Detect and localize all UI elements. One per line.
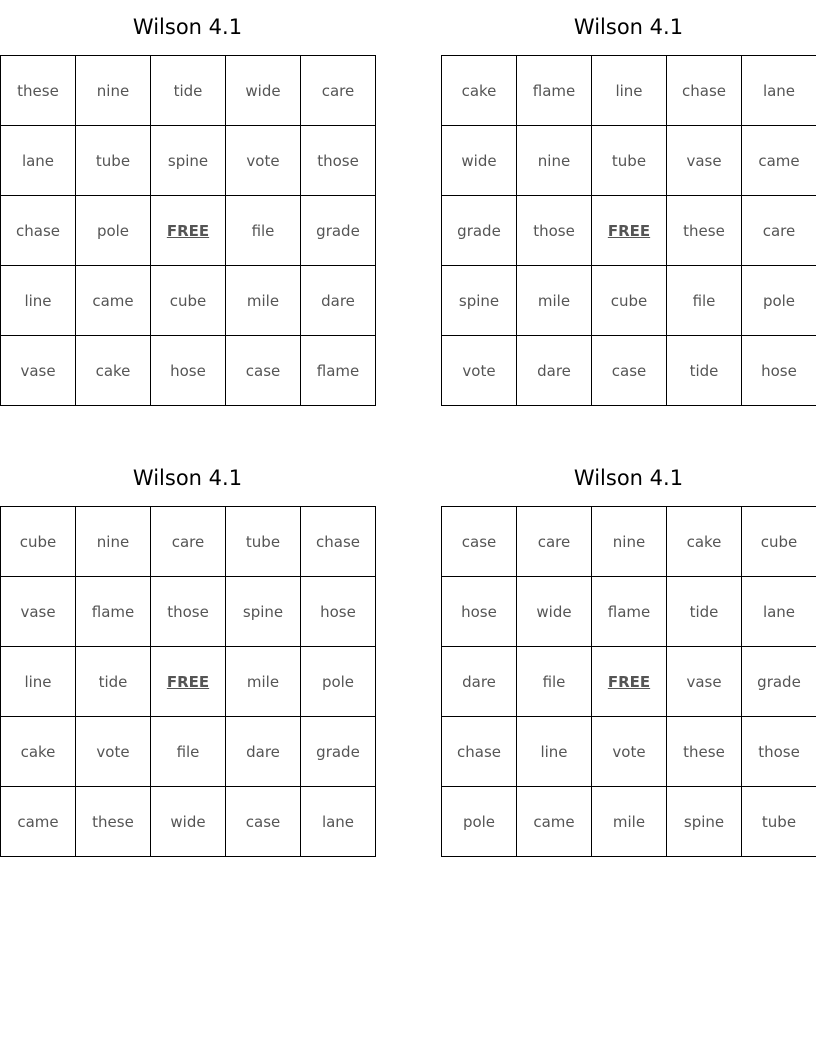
word-cell[interactable]: hose xyxy=(151,336,226,406)
word-cell[interactable]: tide xyxy=(151,56,226,126)
word-cell[interactable]: those xyxy=(742,717,816,787)
word-cell[interactable]: cube xyxy=(151,266,226,336)
word-cell[interactable]: tide xyxy=(667,336,742,406)
word-cell[interactable]: came xyxy=(1,787,76,857)
word-cell[interactable]: vote xyxy=(442,336,517,406)
word-cell[interactable]: cake xyxy=(667,507,742,577)
bingo-grid xyxy=(0,55,376,406)
word-cell[interactable]: dare xyxy=(301,266,376,336)
grid-row xyxy=(1,787,376,857)
word-cell[interactable]: pole xyxy=(742,266,816,336)
word-cell[interactable]: hose xyxy=(742,336,816,406)
grid-row xyxy=(442,266,816,336)
word-cell[interactable]: vote xyxy=(592,717,667,787)
word-cell[interactable]: mile xyxy=(226,647,301,717)
word-cell[interactable]: spine xyxy=(226,577,301,647)
free-space-cell[interactable]: FREE xyxy=(592,647,667,717)
word-cell[interactable]: line xyxy=(1,647,76,717)
word-cell[interactable]: cube xyxy=(742,507,816,577)
word-cell[interactable]: cake xyxy=(1,717,76,787)
word-cell[interactable]: pole xyxy=(76,196,151,266)
word-cell[interactable]: vase xyxy=(667,126,742,196)
word-cell[interactable]: those xyxy=(517,196,592,266)
word-cell[interactable]: cake xyxy=(76,336,151,406)
word-cell[interactable]: pole xyxy=(301,647,376,717)
grid-row xyxy=(442,717,816,787)
bingo-grid xyxy=(0,506,376,857)
word-cell[interactable]: came xyxy=(742,126,816,196)
card-title: Wilson 4.1 xyxy=(132,466,243,490)
grid-row xyxy=(1,196,376,266)
word-cell[interactable]: grade xyxy=(301,717,376,787)
word-cell[interactable]: tube xyxy=(76,126,151,196)
grid-row xyxy=(1,717,376,787)
word-cell[interactable]: vase xyxy=(1,577,76,647)
free-space-cell[interactable]: FREE xyxy=(592,196,667,266)
word-cell[interactable]: tube xyxy=(226,507,301,577)
word-cell[interactable]: hose xyxy=(301,577,376,647)
word-cell[interactable]: dare xyxy=(442,647,517,717)
word-cell[interactable]: cube xyxy=(592,266,667,336)
word-cell[interactable]: dare xyxy=(226,717,301,787)
grid-row xyxy=(442,577,816,647)
word-cell[interactable]: these xyxy=(76,787,151,857)
word-cell[interactable]: wide xyxy=(517,577,592,647)
word-cell[interactable]: lane xyxy=(301,787,376,857)
word-cell[interactable]: those xyxy=(151,577,226,647)
word-cell[interactable]: flame xyxy=(592,577,667,647)
word-cell[interactable]: mile xyxy=(517,266,592,336)
word-cell[interactable]: wide xyxy=(226,56,301,126)
word-cell[interactable]: tube xyxy=(592,126,667,196)
grid-row xyxy=(1,507,376,577)
grid-row xyxy=(442,647,816,717)
word-cell[interactable]: file xyxy=(226,196,301,266)
word-cell[interactable]: file xyxy=(151,717,226,787)
word-cell[interactable]: case xyxy=(226,336,301,406)
grid-row xyxy=(442,507,816,577)
word-cell[interactable]: chase xyxy=(1,196,76,266)
word-cell[interactable]: care xyxy=(151,507,226,577)
word-cell[interactable]: tide xyxy=(667,577,742,647)
free-space-cell[interactable]: FREE xyxy=(151,196,226,266)
word-cell[interactable]: flame xyxy=(301,336,376,406)
grid-row xyxy=(1,647,376,717)
word-cell[interactable]: nine xyxy=(76,507,151,577)
word-cell[interactable]: wide xyxy=(151,787,226,857)
word-cell[interactable]: line xyxy=(517,717,592,787)
word-cell[interactable]: pole xyxy=(442,787,517,857)
word-cell[interactable]: these xyxy=(1,56,76,126)
grid-row xyxy=(1,266,376,336)
word-cell[interactable]: line xyxy=(1,266,76,336)
grid-row xyxy=(1,56,376,126)
free-space-cell[interactable]: FREE xyxy=(151,647,226,717)
word-cell[interactable]: case xyxy=(442,507,517,577)
grid-row xyxy=(442,336,816,406)
word-cell[interactable]: chase xyxy=(667,56,742,126)
word-cell[interactable]: nine xyxy=(517,126,592,196)
card-title: Wilson 4.1 xyxy=(573,466,684,490)
word-cell[interactable]: file xyxy=(667,266,742,336)
word-cell[interactable]: these xyxy=(667,196,742,266)
grid-row xyxy=(1,577,376,647)
card-title: Wilson 4.1 xyxy=(573,15,684,39)
word-cell[interactable]: dare xyxy=(517,336,592,406)
word-cell[interactable]: wide xyxy=(442,126,517,196)
grid-row xyxy=(1,126,376,196)
word-cell[interactable]: flame xyxy=(517,56,592,126)
word-cell[interactable]: care xyxy=(301,56,376,126)
word-cell[interactable]: nine xyxy=(76,56,151,126)
bingo-grid xyxy=(441,506,816,857)
grid-row xyxy=(442,126,816,196)
word-cell[interactable]: lane xyxy=(742,577,816,647)
word-cell[interactable]: spine xyxy=(442,266,517,336)
word-cell[interactable]: those xyxy=(301,126,376,196)
word-cell[interactable]: vote xyxy=(226,126,301,196)
word-cell[interactable]: chase xyxy=(301,507,376,577)
grid-row xyxy=(1,336,376,406)
word-cell[interactable]: tube xyxy=(742,787,816,857)
grid-row xyxy=(442,787,816,857)
word-cell[interactable]: vase xyxy=(667,647,742,717)
word-cell[interactable]: grade xyxy=(301,196,376,266)
word-cell[interactable]: came xyxy=(517,787,592,857)
word-cell[interactable]: mile xyxy=(592,787,667,857)
word-cell[interactable]: care xyxy=(742,196,816,266)
word-cell[interactable]: spine xyxy=(151,126,226,196)
word-cell[interactable]: came xyxy=(76,266,151,336)
word-cell[interactable]: care xyxy=(517,507,592,577)
word-cell[interactable]: case xyxy=(592,336,667,406)
grid-row xyxy=(442,56,816,126)
word-cell[interactable]: cake xyxy=(442,56,517,126)
word-cell[interactable]: cube xyxy=(1,507,76,577)
word-cell[interactable]: mile xyxy=(226,266,301,336)
word-cell[interactable]: vase xyxy=(1,336,76,406)
word-cell[interactable]: grade xyxy=(742,647,816,717)
word-cell[interactable]: line xyxy=(592,56,667,126)
word-cell[interactable]: spine xyxy=(667,787,742,857)
word-cell[interactable]: hose xyxy=(442,577,517,647)
word-cell[interactable]: flame xyxy=(76,577,151,647)
grid-row xyxy=(442,196,816,266)
card-title: Wilson 4.1 xyxy=(132,15,243,39)
word-cell[interactable]: vote xyxy=(76,717,151,787)
word-cell[interactable]: case xyxy=(226,787,301,857)
word-cell[interactable]: tide xyxy=(76,647,151,717)
bingo-grid xyxy=(441,55,816,406)
word-cell[interactable]: lane xyxy=(742,56,816,126)
word-cell[interactable]: lane xyxy=(1,126,76,196)
word-cell[interactable]: nine xyxy=(592,507,667,577)
word-cell[interactable]: file xyxy=(517,647,592,717)
word-cell[interactable]: these xyxy=(667,717,742,787)
word-cell[interactable]: grade xyxy=(442,196,517,266)
word-cell[interactable]: chase xyxy=(442,717,517,787)
